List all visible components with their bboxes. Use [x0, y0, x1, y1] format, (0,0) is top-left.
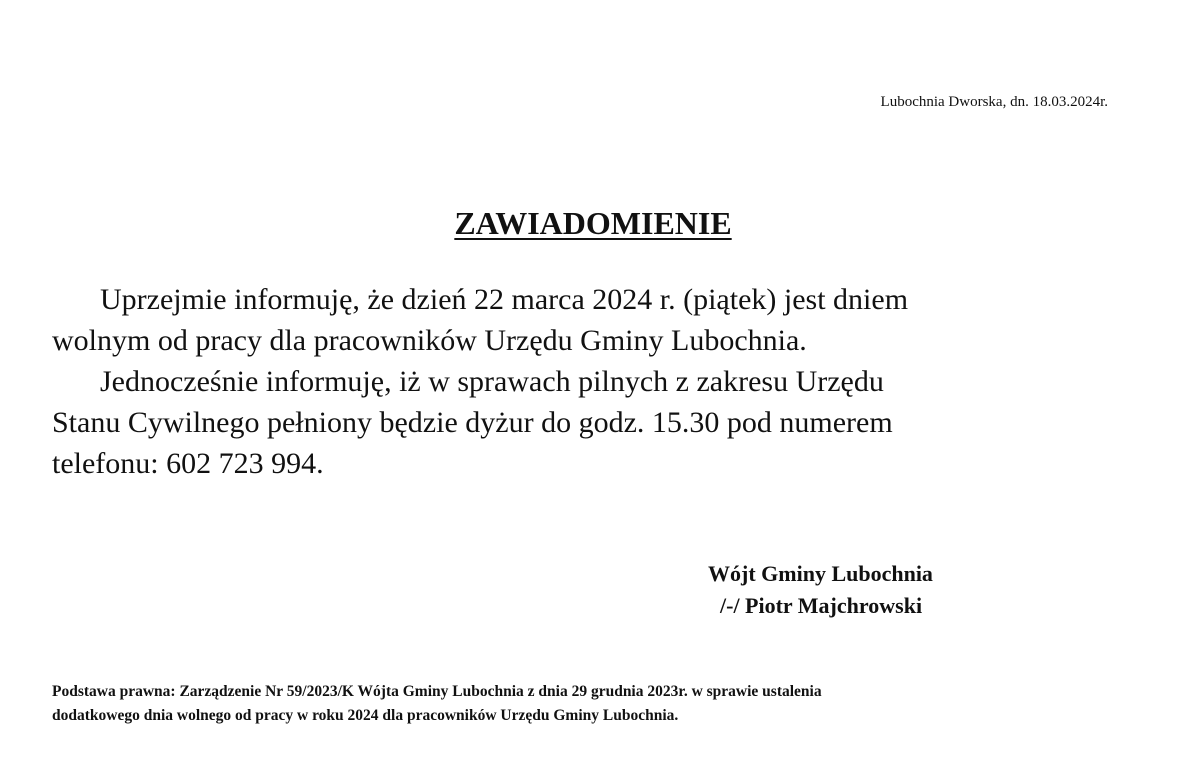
body-line: Jednocześnie informuję, iż w sprawach pilnych z zakresu Urzędu — [100, 365, 884, 398]
body-line: Stanu Cywilnego pełniony będzie dyżur do godz. 15.30 pod numerem — [52, 406, 893, 439]
footer-line: dodatkowego dnia wolnego od pracy w roku 2024 dla pracowników Urzędu Gminy Lubochnia. — [52, 707, 679, 724]
document-title: ZAWIADOMIENIE — [454, 205, 732, 241]
signature-role: Wójt Gminy Lubochnia — [708, 561, 933, 586]
footer-line: Podstawa prawna: Zarządzenie Nr 59/2023/K Wójta Gminy Lubochnia z dnia 29 grudnia 2023r. w sprawie ustalenia — [52, 683, 822, 700]
body-line: Uprzejmie informuję, że dzień 22 marca 2024 r. (piątek) jest dniem — [100, 283, 909, 316]
body-line: telefonu: 602 723 994. — [52, 447, 324, 480]
body-line: wolnym od pracy dla pracowników Urzędu Gminy Lubochnia. — [52, 324, 807, 357]
place-date: Lubochnia Dworska, dn. 18.03.2024r. — [880, 94, 1108, 110]
signature-name: /-/ Piotr Majchrowski — [720, 593, 923, 618]
